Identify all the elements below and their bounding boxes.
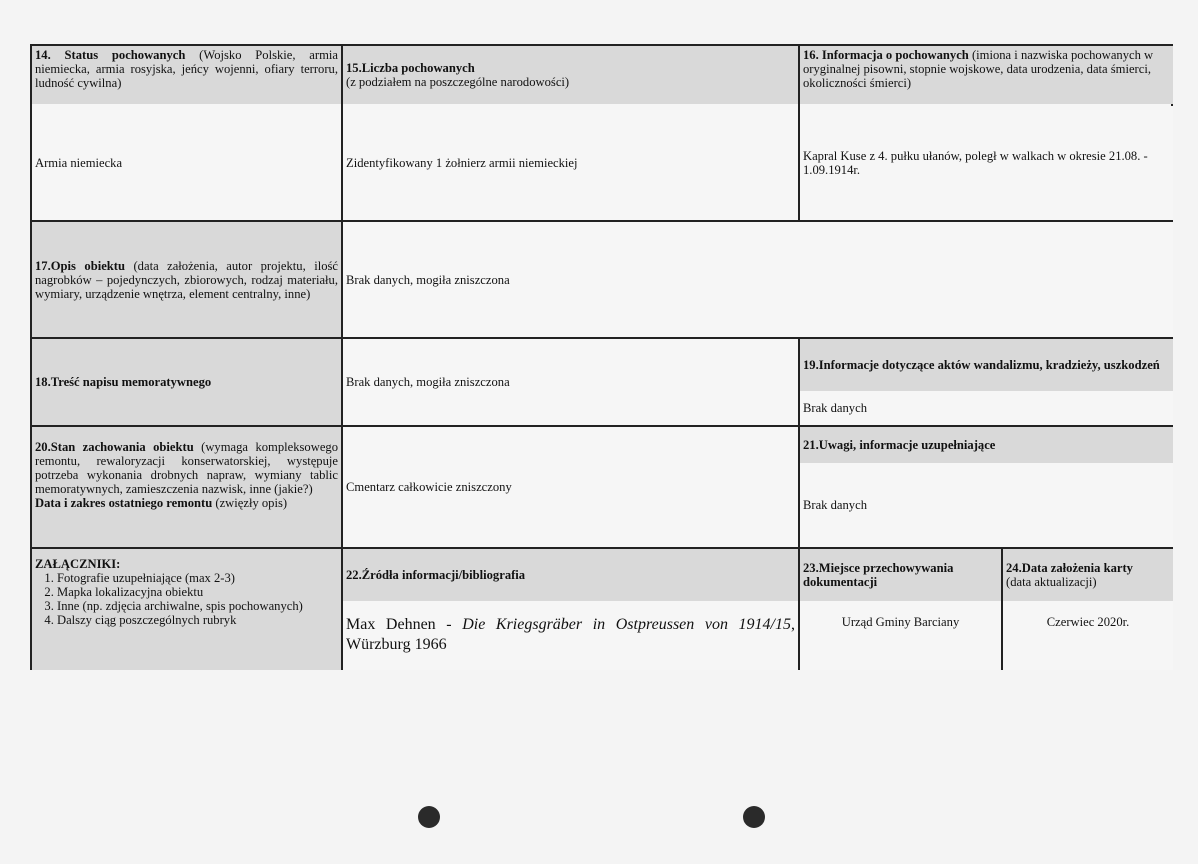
bibliography-place: , Würzburg 1966 <box>346 616 795 653</box>
section-23-header <box>800 549 1001 601</box>
row-divider <box>32 337 1173 339</box>
attachment-item: 2. Mapka lokalizacyjna obiektu <box>57 585 338 599</box>
section-14-value <box>32 106 341 220</box>
section-18-header <box>32 339 341 425</box>
section-21-header <box>800 427 1173 463</box>
section-22-title: 22.Źródła informacji/bibliografia <box>346 568 526 582</box>
attachment-item: 1. Fotografie uzupełniające (max 2-3) <box>57 571 338 585</box>
section-24-desc: (data aktualizacji) <box>1006 575 1097 589</box>
section-14-title: 14. Status pochowanych <box>35 48 186 62</box>
column-divider <box>798 46 800 222</box>
section-19-header <box>800 339 1173 391</box>
attachment-item: 4. Dalszy ciąg poszczególnych rubryk <box>57 613 338 627</box>
section-24-header <box>1003 549 1173 601</box>
section-14-value-text: Armia niemiecka <box>35 156 123 170</box>
section-20-title: 20.Stan zachowania obiektu <box>35 440 194 454</box>
section-23-value <box>800 601 1001 670</box>
row-divider <box>32 425 1173 427</box>
section-19-value <box>800 391 1173 425</box>
section-16-value <box>800 106 1173 220</box>
section-23-title: 23.Miejsce przechowywania dokumentacji <box>803 561 954 589</box>
column-divider <box>1001 547 1003 670</box>
record-card-table <box>30 44 1173 670</box>
section-16-title: 16. Informacja o pochowanych <box>803 48 969 62</box>
section-19-value-text: Brak danych <box>803 401 867 415</box>
punch-hole-left <box>418 806 440 828</box>
section-24-value <box>1003 601 1173 670</box>
section-24-title: 24.Data założenia karty <box>1006 561 1133 575</box>
section-23-value-text: Urząd Gminy Barciany <box>841 615 960 629</box>
section-22-value <box>343 601 798 670</box>
section-16-value-text: Kapral Kuse z 4. pułku ułanów, poległ w walkach w okresie 21.08. - 1.09.1914r. <box>803 149 1148 177</box>
section-22-header <box>343 549 798 601</box>
section-21-value <box>800 463 1173 547</box>
section-17-header <box>32 222 341 337</box>
section-17-value <box>343 222 1173 337</box>
section-18-value-text: Brak danych, mogiła zniszczona <box>346 375 510 389</box>
column-divider <box>798 337 800 670</box>
section-15-value <box>343 106 798 220</box>
section-20-title2: Data i zakres ostatniego remontu <box>35 496 213 510</box>
section-18-title: 18.Treść napisu memoratywnego <box>35 375 212 389</box>
section-15-title: 15.Liczba pochowanych <box>346 61 475 75</box>
attachments-list <box>35 571 338 627</box>
section-15-header <box>343 46 798 104</box>
section-14-desc: (Wojsko Polskie, armia niemiecka, armia rosyjska, jeńcy wojenni, ofiary terroru, ludność cywilna) <box>35 48 338 90</box>
bibliography-book-title: Die Kriegsgräber in Ostpreussen von 1914/15 <box>462 616 791 633</box>
section-20-desc2: (zwięzły opis) <box>212 496 288 510</box>
section-20-value-text: Cmentarz całkowicie zniszczony <box>346 480 512 494</box>
section-15-desc: (z podziałem na poszczególne narodowości) <box>346 75 570 89</box>
row-divider <box>32 220 1173 222</box>
section-16-desc: (imiona i nazwiska pochowanych w oryginalnej pisowni, stopnie wojskowe, data urodzenia, data śmierci, okoliczności śmierci) <box>803 48 1154 90</box>
section-20-value <box>343 427 798 547</box>
section-14-header <box>32 46 341 104</box>
attachment-item: 3. Inne (np. zdjęcia archiwalne, spis pochowanych) <box>57 599 338 613</box>
section-17-desc: (data założenia, autor projektu, ilość nagrobków – pojedynczych, zbiorowych, rodzaj materiału, wymiary, urządzenie wnętrza, element centralny, inne) <box>35 258 338 301</box>
section-16-header <box>800 46 1173 104</box>
section-20-header <box>32 427 341 547</box>
attachments-title: ZAŁĄCZNIKI: <box>35 557 121 571</box>
bibliography-author: Max Dehnen - <box>346 616 463 633</box>
section-24-value-text: Czerwiec 2020r. <box>1046 615 1130 629</box>
section-17-value-text: Brak danych, mogiła zniszczona <box>346 272 510 287</box>
section-21-title: 21.Uwagi, informacje uzupełniające <box>803 438 996 452</box>
section-17-title: 17.Opis obiektu <box>35 258 126 273</box>
section-21-value-text: Brak danych <box>803 498 867 512</box>
section-20-desc: (wymaga kompleksowego remontu, rewaloryzacji konserwatorskiej, występuje potrzeba wykonania drobnych napraw, wymiany tablic memoratywnych, zamieszczenia nazwisk, inne (jakie?) <box>35 440 338 496</box>
section-15-value-text: Zidentyfikowany 1 żołnierz armii niemieckiej <box>346 156 578 170</box>
section-19-title: 19.Informacje dotyczące aktów wandalizmu, kradzieży, uszkodzeń <box>803 358 1160 372</box>
attachments-section <box>32 549 341 670</box>
section-18-value <box>343 339 798 425</box>
punch-hole-right <box>743 806 765 828</box>
column-divider <box>341 46 343 670</box>
